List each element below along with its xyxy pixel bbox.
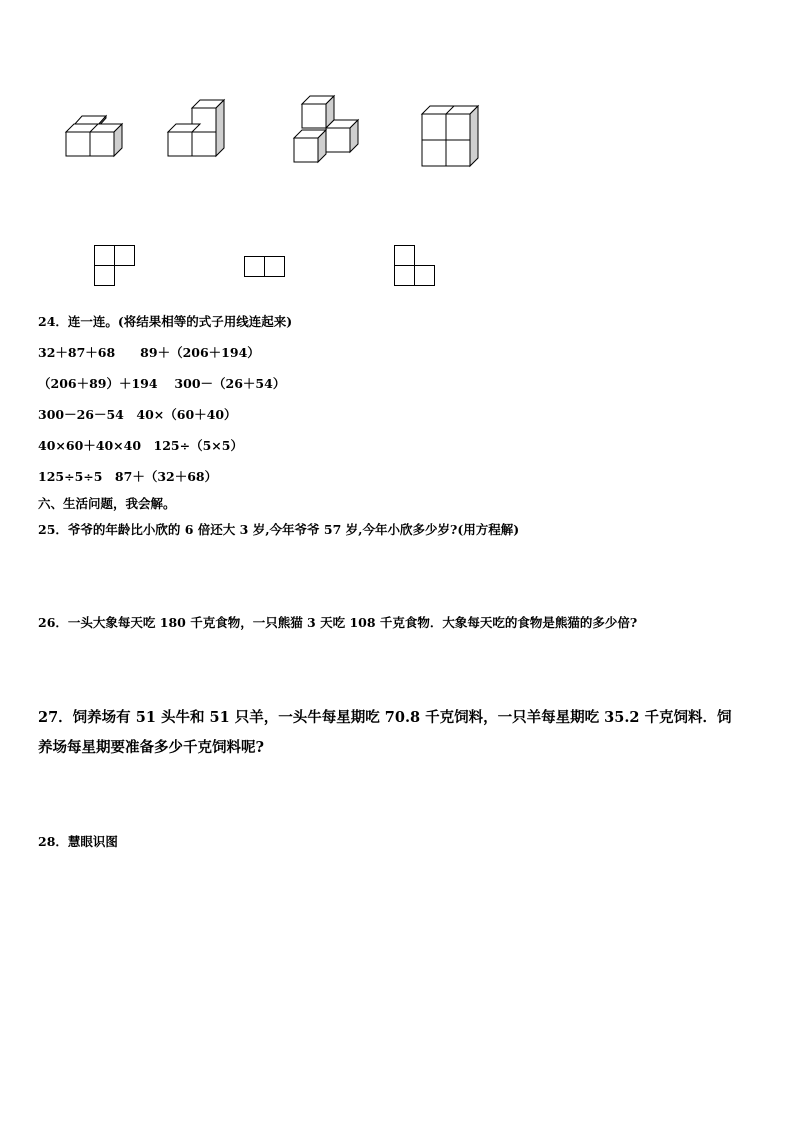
cube-figure-2 (162, 96, 232, 160)
view-shape-1 (94, 245, 138, 289)
question-24-title: 24．连一连。(将结果相等的式子用线连起来) (38, 314, 293, 329)
cube-figure-4 (420, 104, 490, 172)
question-27-line-2: 养场每星期要准备多少千克饲料呢? (38, 739, 264, 756)
section-6-heading: 六、生活问题，我会解。 (38, 496, 176, 511)
expression-row-4: 40×60＋40×40 125÷（5×5） (38, 438, 243, 453)
expression-row-3: 300－26－54 40×（60＋40） (38, 407, 237, 422)
question-26: 26．一头大象每天吃 180 千克食物，一只熊猫 3 天吃 108 千克食物．大象每天吃的食物是熊猫的多少倍? (38, 615, 638, 630)
view-shape-3 (394, 245, 438, 289)
expression-row-5: 125÷5÷5 87＋（32＋68） (38, 469, 218, 484)
question-25: 25．爷爷的年龄比小欣的 6 倍还大 3 岁,今年爷爷 57 岁,今年小欣多少岁?(用方程解) (38, 522, 520, 537)
question-28: 28．慧眼识图 (38, 834, 118, 849)
expression-row-1: 32＋87＋68 89＋（206＋194） (38, 345, 260, 360)
view-shape-2 (244, 256, 288, 280)
question-27-line-1: 27．饲养场有 51 头牛和 51 只羊，一头牛每星期吃 70.8 千克饲料，一只羊每星期吃 35.2 千克饲料．饲 (38, 709, 732, 726)
expression-row-2: （206＋89）＋194 300－（26＋54） (38, 376, 286, 391)
cube-figure-3 (288, 92, 368, 164)
cube-figure-1 (60, 110, 130, 160)
